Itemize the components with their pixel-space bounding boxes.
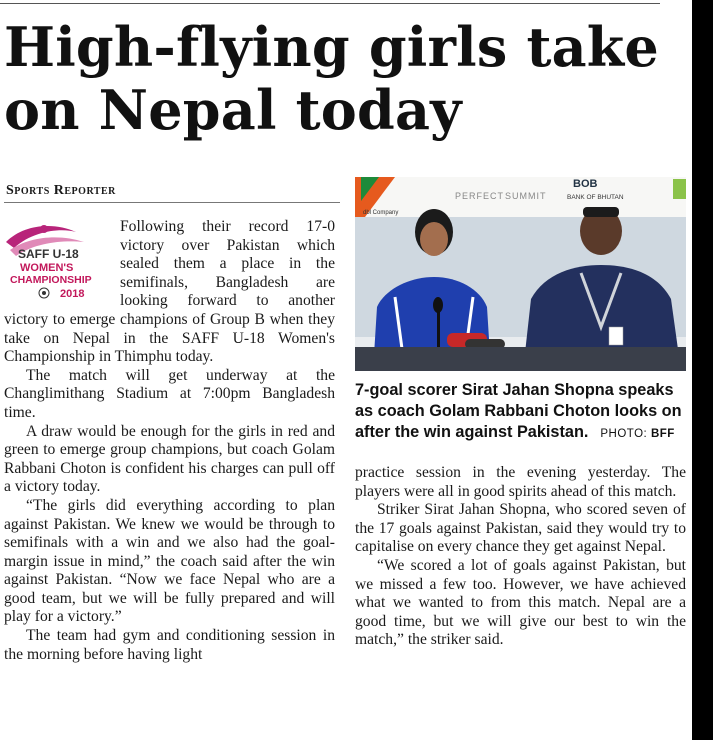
page-edge-shadow <box>692 0 713 740</box>
logo-womens: WOMEN'S <box>20 262 74 274</box>
press-table <box>355 347 686 371</box>
banner-summit: SUMMIT <box>505 191 547 201</box>
paragraph: Following their record 17-0 victory over Pakistan which sealed them a place in the semifinals, Bangladesh are looking forward to another victory to emerge champions of Group B when they take on Nepal in the SAFF U-18 Women's Championship in Thimphu today. <box>4 218 335 366</box>
byline: Sports Reporter <box>6 183 116 198</box>
paragraph: “We scored a lot of goals against Pakistan, but we missed a few too. However, we have achieved what we wanted to from this match. Nepal are a good time, but we will give our best to win the match,” the striker said. <box>355 556 686 649</box>
press-conference-photo <box>355 177 686 371</box>
paragraph: The match will get underway at the Changlimithang Stadium at 7:00pm Bangladesh time. <box>4 366 335 421</box>
player-face <box>420 222 448 256</box>
microphone-icon <box>433 297 443 313</box>
paragraph: A draw would be enough for the girls in red and green to emerge group champions, but coach Golam Rabbani Choton is confident his charges can pull off a victory today. <box>4 422 335 496</box>
caption-text: 7-goal scorer Sirat Jahan Shopna speaks as coach Golam Rabbani Choton looks on after the win against Pakistan. <box>355 381 682 441</box>
logo-year: 2018 <box>60 288 85 300</box>
logo-title: SAFF U-18 <box>18 247 79 261</box>
banner-bank: BANK OF BHUTAN <box>567 194 624 201</box>
banner-perfect: PERFECT <box>455 191 505 201</box>
top-rule <box>0 3 660 4</box>
championship-logo <box>4 220 112 300</box>
paragraph: practice session in the evening yesterday. The players were all in good spirits ahead of this match. <box>355 464 686 500</box>
paragraph: The team had gym and conditioning session in the morning before having light <box>4 627 335 663</box>
photo-credit <box>593 428 675 440</box>
photo-credit-source: BFF <box>650 428 675 440</box>
byline-rule <box>4 202 340 203</box>
photo-caption <box>355 380 690 445</box>
logo-championship: CHAMPIONSHIP <box>10 274 92 286</box>
paragraph: Striker Sirat Jahan Shopna, who scored seven of the 17 goals against Pakistan, said they would try to capitalise on every chance they get against Nepal. <box>355 501 686 556</box>
soccer-ball-patch <box>42 291 46 295</box>
bank-logo: BOB <box>573 178 598 190</box>
logo-figure-head <box>40 225 48 233</box>
sponsor-small: dbl Company <box>363 210 399 216</box>
photo-credit-label: PHOTO: <box>600 428 648 440</box>
paragraph: “The girls did everything according to plan against Pakistan. We knew we would be through to semifinals with a win and we also had the goal-margin issue in mind,” the coach said after the win against Pakistan. “Now we face Nepal who are a good team, but we will be fully prepared and will play for a victory.” <box>4 496 335 626</box>
headline: High-flying girls take on Nepal today <box>4 15 659 142</box>
article-column-left <box>4 218 335 664</box>
id-badge <box>609 327 623 345</box>
article-column-right <box>355 464 686 650</box>
